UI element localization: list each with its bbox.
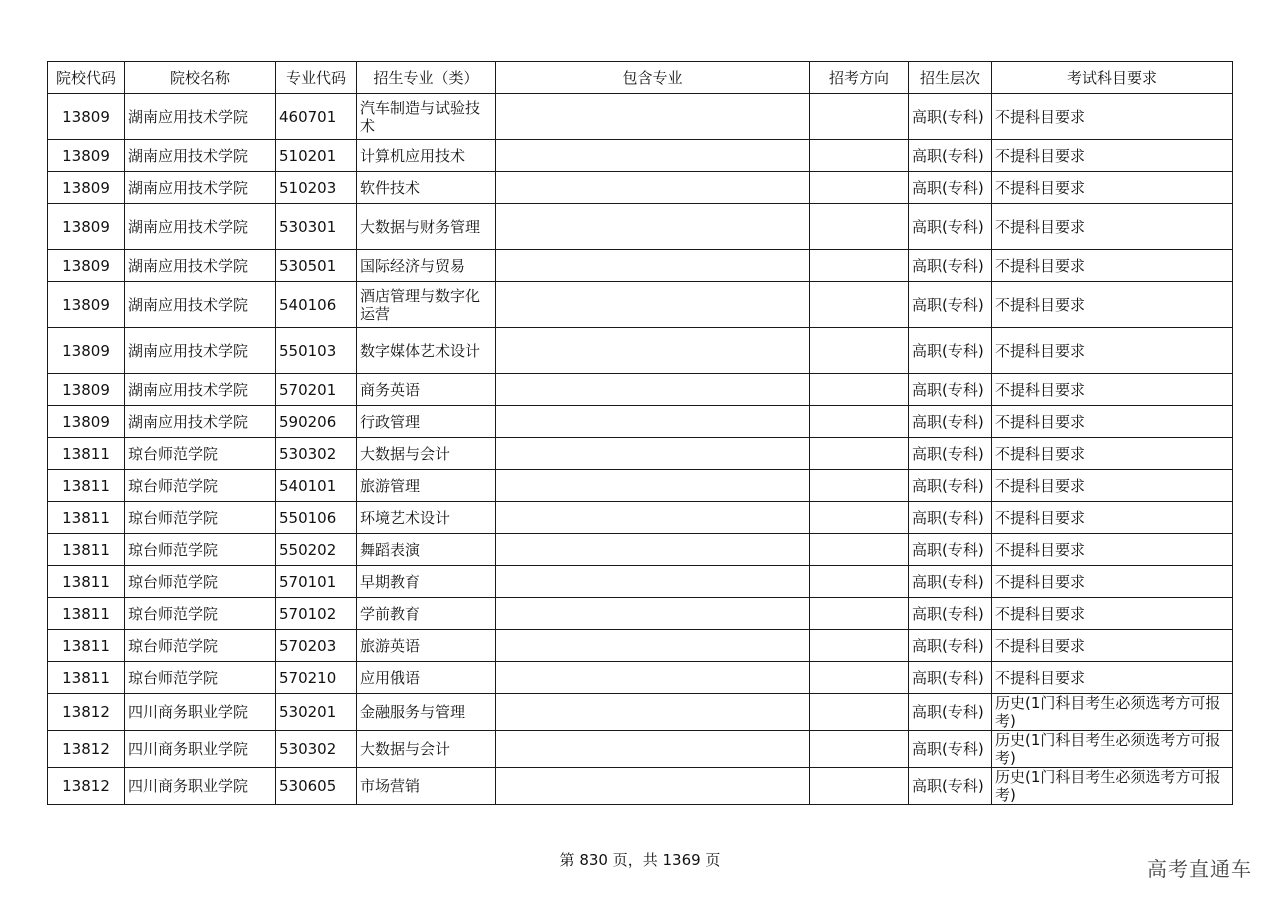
cell-major-code: 510203 xyxy=(276,172,357,204)
cell-subject-requirement: 历史(1门科目考生必须选考方可报考) xyxy=(992,768,1233,805)
cell-school-name: 琼台师范学院 xyxy=(125,534,276,566)
cell-major: 汽车制造与试验技术 xyxy=(357,94,496,140)
cell-major: 环境艺术设计 xyxy=(357,502,496,534)
cell-major-code: 530302 xyxy=(276,438,357,470)
cell-school-code: 13811 xyxy=(48,438,125,470)
header-direction: 招考方向 xyxy=(810,62,909,94)
cell-direction xyxy=(810,630,909,662)
cell-school-name: 四川商务职业学院 xyxy=(125,694,276,731)
cell-school-name: 湖南应用技术学院 xyxy=(125,140,276,172)
header-school-code: 院校代码 xyxy=(48,62,125,94)
cell-school-code: 13811 xyxy=(48,566,125,598)
cell-school-name: 琼台师范学院 xyxy=(125,502,276,534)
header-included-majors: 包含专业 xyxy=(496,62,810,94)
cell-major: 大数据与会计 xyxy=(357,438,496,470)
table-row xyxy=(48,406,1233,438)
cell-school-code: 13809 xyxy=(48,374,125,406)
cell-level: 高职(专科) xyxy=(909,172,992,204)
cell-school-code: 13809 xyxy=(48,204,125,250)
cell-included-majors xyxy=(496,662,810,694)
cell-level: 高职(专科) xyxy=(909,598,992,630)
cell-school-name: 湖南应用技术学院 xyxy=(125,406,276,438)
cell-school-name: 湖南应用技术学院 xyxy=(125,374,276,406)
cell-subject-requirement: 历史(1门科目考生必须选考方可报考) xyxy=(992,694,1233,731)
cell-school-code: 13811 xyxy=(48,534,125,566)
cell-subject-requirement: 不提科目要求 xyxy=(992,204,1233,250)
table-row xyxy=(48,470,1233,502)
table-row xyxy=(48,250,1233,282)
cell-included-majors xyxy=(496,470,810,502)
cell-direction xyxy=(810,328,909,374)
cell-school-name: 琼台师范学院 xyxy=(125,662,276,694)
cell-direction xyxy=(810,598,909,630)
cell-included-majors xyxy=(496,731,810,768)
cell-school-code: 13812 xyxy=(48,768,125,805)
table-row xyxy=(48,328,1233,374)
cell-major-code: 530605 xyxy=(276,768,357,805)
cell-level: 高职(专科) xyxy=(909,630,992,662)
cell-major-code: 550103 xyxy=(276,328,357,374)
cell-school-code: 13812 xyxy=(48,731,125,768)
cell-subject-requirement: 不提科目要求 xyxy=(992,94,1233,140)
cell-subject-requirement: 不提科目要求 xyxy=(992,374,1233,406)
cell-school-code: 13809 xyxy=(48,282,125,328)
table-row xyxy=(48,172,1233,204)
header-subject-requirement: 考试科目要求 xyxy=(992,62,1233,94)
cell-included-majors xyxy=(496,250,810,282)
cell-included-majors xyxy=(496,566,810,598)
cell-direction xyxy=(810,502,909,534)
cell-level: 高职(专科) xyxy=(909,374,992,406)
cell-level: 高职(专科) xyxy=(909,140,992,172)
cell-major-code: 540101 xyxy=(276,470,357,502)
cell-school-name: 琼台师范学院 xyxy=(125,566,276,598)
cell-school-code: 13809 xyxy=(48,140,125,172)
cell-major-code: 570210 xyxy=(276,662,357,694)
cell-school-name: 湖南应用技术学院 xyxy=(125,282,276,328)
cell-level: 高职(专科) xyxy=(909,438,992,470)
cell-subject-requirement: 不提科目要求 xyxy=(992,630,1233,662)
cell-major: 早期教育 xyxy=(357,566,496,598)
cell-subject-requirement: 不提科目要求 xyxy=(992,406,1233,438)
cell-major-code: 550106 xyxy=(276,502,357,534)
cell-major: 舞蹈表演 xyxy=(357,534,496,566)
cell-major: 国际经济与贸易 xyxy=(357,250,496,282)
cell-included-majors xyxy=(496,502,810,534)
table-row xyxy=(48,94,1233,140)
cell-direction xyxy=(810,694,909,731)
cell-major: 市场营销 xyxy=(357,768,496,805)
table-row xyxy=(48,598,1233,630)
cell-subject-requirement: 历史(1门科目考生必须选考方可报考) xyxy=(992,731,1233,768)
cell-major-code: 530201 xyxy=(276,694,357,731)
cell-major-code: 460701 xyxy=(276,94,357,140)
cell-direction xyxy=(810,662,909,694)
cell-level: 高职(专科) xyxy=(909,204,992,250)
cell-school-code: 13809 xyxy=(48,172,125,204)
cell-included-majors xyxy=(496,282,810,328)
cell-subject-requirement: 不提科目要求 xyxy=(992,598,1233,630)
cell-subject-requirement: 不提科目要求 xyxy=(992,250,1233,282)
cell-subject-requirement: 不提科目要求 xyxy=(992,328,1233,374)
table-row xyxy=(48,438,1233,470)
cell-school-code: 13809 xyxy=(48,250,125,282)
table-row xyxy=(48,662,1233,694)
cell-direction xyxy=(810,374,909,406)
table-row xyxy=(48,534,1233,566)
cell-level: 高职(专科) xyxy=(909,470,992,502)
cell-level: 高职(专科) xyxy=(909,662,992,694)
cell-subject-requirement: 不提科目要求 xyxy=(992,662,1233,694)
cell-direction xyxy=(810,204,909,250)
cell-school-name: 琼台师范学院 xyxy=(125,630,276,662)
cell-major: 旅游英语 xyxy=(357,630,496,662)
cell-level: 高职(专科) xyxy=(909,250,992,282)
cell-included-majors xyxy=(496,94,810,140)
cell-included-majors xyxy=(496,694,810,731)
cell-school-code: 13811 xyxy=(48,470,125,502)
cell-level: 高职(专科) xyxy=(909,282,992,328)
cell-major: 数字媒体艺术设计 xyxy=(357,328,496,374)
cell-subject-requirement: 不提科目要求 xyxy=(992,282,1233,328)
cell-included-majors xyxy=(496,406,810,438)
cell-major: 应用俄语 xyxy=(357,662,496,694)
cell-school-name: 四川商务职业学院 xyxy=(125,768,276,805)
cell-major-code: 540106 xyxy=(276,282,357,328)
cell-major-code: 570203 xyxy=(276,630,357,662)
cell-school-name: 四川商务职业学院 xyxy=(125,731,276,768)
header-level: 招生层次 xyxy=(909,62,992,94)
cell-direction xyxy=(810,566,909,598)
cell-major: 酒店管理与数字化运营 xyxy=(357,282,496,328)
cell-major: 商务英语 xyxy=(357,374,496,406)
cell-major-code: 530302 xyxy=(276,731,357,768)
cell-direction xyxy=(810,438,909,470)
table-row xyxy=(48,566,1233,598)
cell-direction xyxy=(810,534,909,566)
cell-included-majors xyxy=(496,534,810,566)
cell-included-majors xyxy=(496,598,810,630)
cell-included-majors xyxy=(496,328,810,374)
cell-school-name: 湖南应用技术学院 xyxy=(125,94,276,140)
cell-school-code: 13811 xyxy=(48,630,125,662)
cell-level: 高职(专科) xyxy=(909,406,992,438)
cell-major: 金融服务与管理 xyxy=(357,694,496,731)
cell-school-name: 湖南应用技术学院 xyxy=(125,204,276,250)
header-major: 招生专业（类） xyxy=(357,62,496,94)
cell-major-code: 510201 xyxy=(276,140,357,172)
cell-level: 高职(专科) xyxy=(909,694,992,731)
cell-major: 计算机应用技术 xyxy=(357,140,496,172)
table-row xyxy=(48,768,1233,805)
page-number: 第 830 页，共 1369 页 xyxy=(559,851,721,869)
cell-school-name: 琼台师范学院 xyxy=(125,598,276,630)
table-row xyxy=(48,731,1233,768)
header-school-name: 院校名称 xyxy=(125,62,276,94)
header-major-code: 专业代码 xyxy=(276,62,357,94)
cell-included-majors xyxy=(496,374,810,406)
cell-direction xyxy=(810,768,909,805)
cell-major: 学前教育 xyxy=(357,598,496,630)
cell-included-majors xyxy=(496,630,810,662)
cell-major-code: 570201 xyxy=(276,374,357,406)
cell-included-majors xyxy=(496,172,810,204)
cell-school-code: 13811 xyxy=(48,502,125,534)
cell-school-code: 13809 xyxy=(48,406,125,438)
cell-direction xyxy=(810,172,909,204)
cell-level: 高职(专科) xyxy=(909,328,992,374)
table-row xyxy=(48,282,1233,328)
cell-major-code: 550202 xyxy=(276,534,357,566)
table-body xyxy=(48,94,1233,805)
cell-direction xyxy=(810,406,909,438)
cell-direction xyxy=(810,282,909,328)
cell-school-name: 琼台师范学院 xyxy=(125,470,276,502)
cell-major-code: 530301 xyxy=(276,204,357,250)
cell-direction xyxy=(810,140,909,172)
table-row xyxy=(48,694,1233,731)
cell-included-majors xyxy=(496,768,810,805)
admissions-table xyxy=(47,61,1233,805)
cell-major-code: 530501 xyxy=(276,250,357,282)
cell-direction xyxy=(810,731,909,768)
cell-level: 高职(专科) xyxy=(909,534,992,566)
cell-level: 高职(专科) xyxy=(909,566,992,598)
cell-major-code: 570101 xyxy=(276,566,357,598)
cell-subject-requirement: 不提科目要求 xyxy=(992,566,1233,598)
cell-school-code: 13811 xyxy=(48,662,125,694)
cell-major: 大数据与会计 xyxy=(357,731,496,768)
cell-major: 行政管理 xyxy=(357,406,496,438)
cell-school-code: 13811 xyxy=(48,598,125,630)
cell-major-code: 590206 xyxy=(276,406,357,438)
cell-direction xyxy=(810,250,909,282)
header-row xyxy=(48,62,1233,94)
cell-level: 高职(专科) xyxy=(909,502,992,534)
table-row xyxy=(48,204,1233,250)
cell-school-code: 13809 xyxy=(48,328,125,374)
cell-major: 软件技术 xyxy=(357,172,496,204)
cell-major-code: 570102 xyxy=(276,598,357,630)
cell-subject-requirement: 不提科目要求 xyxy=(992,140,1233,172)
cell-school-code: 13809 xyxy=(48,94,125,140)
cell-subject-requirement: 不提科目要求 xyxy=(992,470,1233,502)
cell-major: 旅游管理 xyxy=(357,470,496,502)
table-row xyxy=(48,502,1233,534)
cell-subject-requirement: 不提科目要求 xyxy=(992,438,1233,470)
cell-direction xyxy=(810,94,909,140)
cell-level: 高职(专科) xyxy=(909,731,992,768)
table-row xyxy=(48,374,1233,406)
table-row xyxy=(48,630,1233,662)
cell-school-name: 湖南应用技术学院 xyxy=(125,250,276,282)
cell-subject-requirement: 不提科目要求 xyxy=(992,502,1233,534)
cell-included-majors xyxy=(496,204,810,250)
cell-subject-requirement: 不提科目要求 xyxy=(992,534,1233,566)
cell-subject-requirement: 不提科目要求 xyxy=(992,172,1233,204)
cell-major: 大数据与财务管理 xyxy=(357,204,496,250)
cell-included-majors xyxy=(496,140,810,172)
cell-included-majors xyxy=(496,438,810,470)
cell-school-code: 13812 xyxy=(48,694,125,731)
cell-school-name: 湖南应用技术学院 xyxy=(125,172,276,204)
cell-level: 高职(专科) xyxy=(909,768,992,805)
cell-level: 高职(专科) xyxy=(909,94,992,140)
watermark-brand: 高考直通车 xyxy=(1147,857,1252,881)
cell-school-name: 湖南应用技术学院 xyxy=(125,328,276,374)
cell-school-name: 琼台师范学院 xyxy=(125,438,276,470)
table-row xyxy=(48,140,1233,172)
cell-direction xyxy=(810,470,909,502)
